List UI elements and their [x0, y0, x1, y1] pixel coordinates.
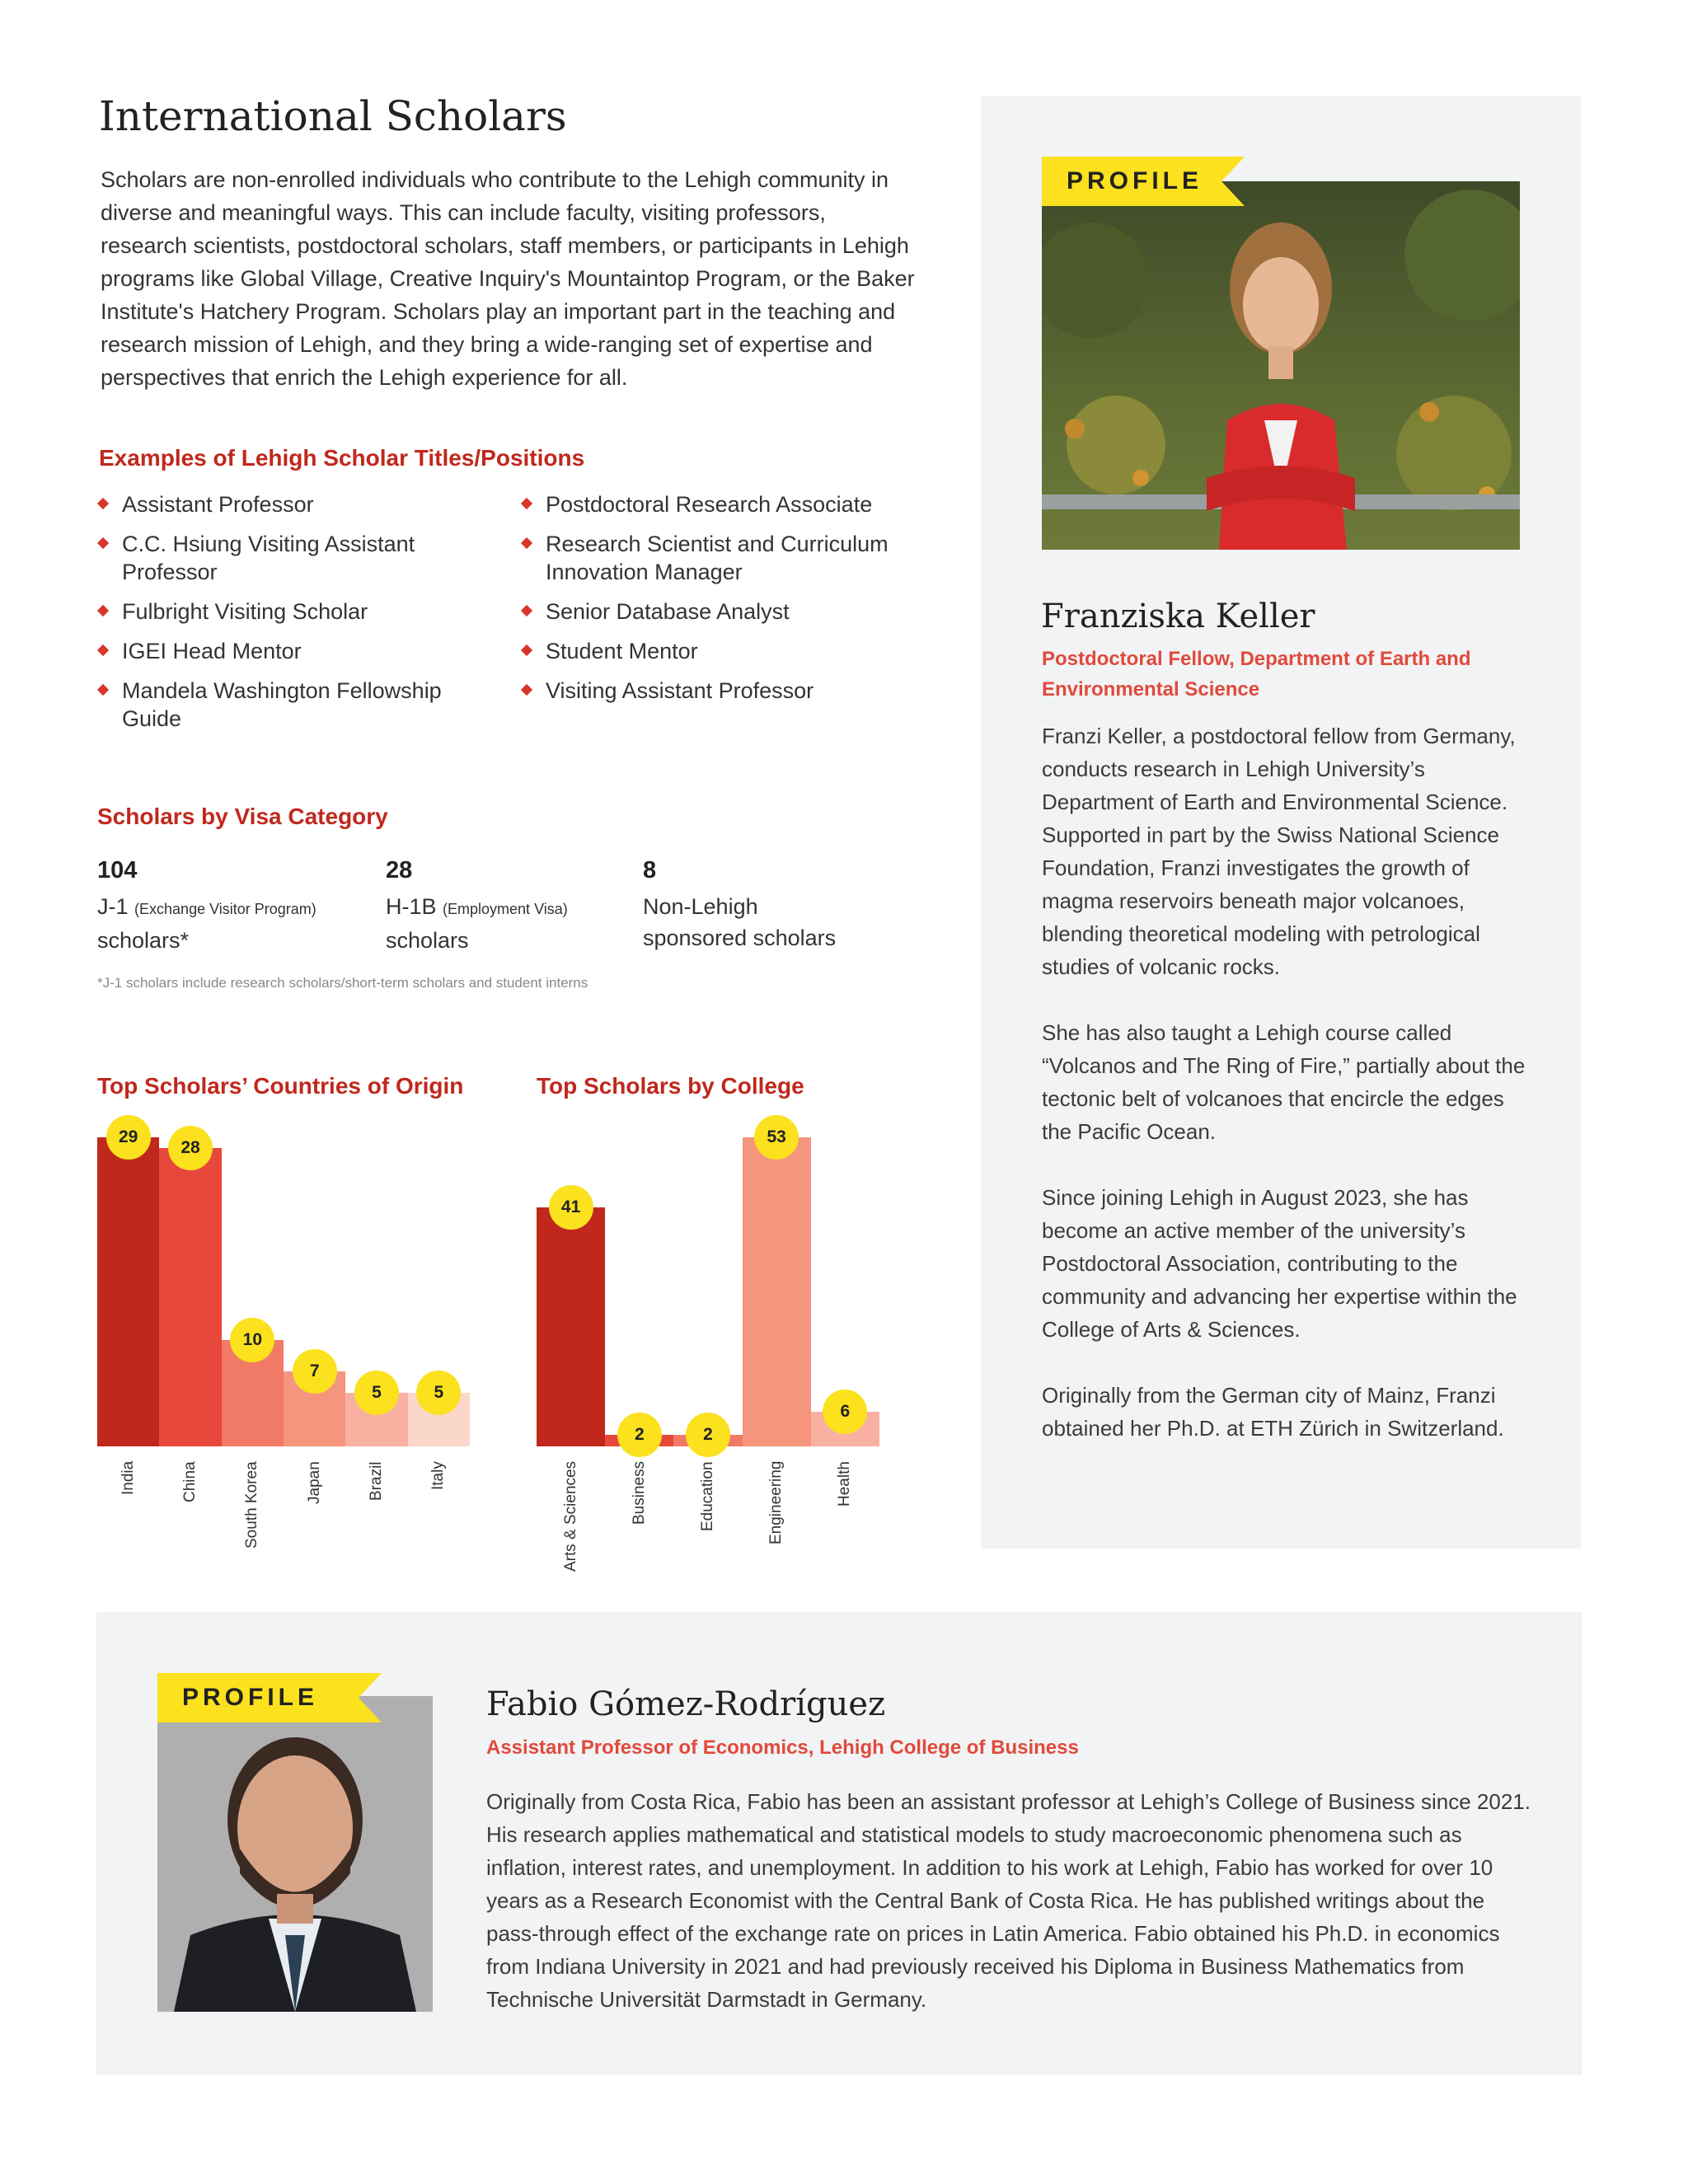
bio-paragraph: Since joining Lehigh in August 2023, she has become an active member of the university’s Postdoctoral Association, contributing to the community and advancing her expertise within the College of Arts & Sciences. [1042, 1185, 1517, 1342]
list-item: Fulbright Visiting Scholar [97, 598, 452, 626]
bar-china [159, 1148, 221, 1446]
visa-h1b-count: 28 [386, 857, 413, 883]
titles-heading: Examples of Lehigh Scholar Titles/Positions [99, 445, 585, 471]
chart-countries-title: Top Scholars’ Countries of Origin [97, 1073, 464, 1099]
tick-label: Italy [429, 1461, 448, 1490]
tick-label: Japan [305, 1461, 323, 1504]
data-label: 29 [106, 1115, 151, 1160]
titles-list-left [97, 490, 452, 744]
list-item: Senior Database Analyst [521, 598, 917, 626]
keller-bio [1042, 719, 1536, 1478]
profile-tag-keller: PROFILE [1042, 157, 1221, 206]
visa-j1-note: (Exchange Visitor Program) [134, 901, 316, 917]
keller-role: Postdoctoral Fellow, Department of Earth and Environmental Science [1042, 648, 1471, 701]
list-item: Research Scientist and Curriculum Innovation Manager [521, 530, 917, 586]
gomez-role: Assistant Professor of Economics, Lehigh College of Business [486, 1736, 1079, 1759]
chart-college-title: Top Scholars by College [537, 1073, 804, 1099]
titles-list-right [521, 490, 917, 716]
profile-tag-gomez: PROFILE [157, 1673, 359, 1722]
college-chart [537, 1121, 879, 1572]
data-label: 7 [293, 1349, 337, 1394]
visa-footnote: *J-1 scholars include research scholars/short-term scholars and student interns [97, 975, 588, 991]
visa-j1-count: 104 [97, 857, 138, 883]
tick-label: Engineering [767, 1460, 785, 1544]
countries-chart [97, 1121, 470, 1549]
visa-other-line2: sponsored scholars [643, 926, 837, 950]
list-item: Assistant Professor [97, 490, 452, 518]
intro-paragraph: Scholars are non-enrolled individuals who contribute to the Lehigh community in diverse and meaningful ways. This can include faculty, visiting professors, research scientists, postdoctoral scholars, staff members, or participants in Lehigh programs like Global Village, Creative Inquiry's Mountaintop Program, or the Baker Institute's Hatchery Program. Scholars play an important part in the teaching and research mission of Lehigh, and they bring a wide-ranging set of expertise and perspectives that enrich the Lehigh experience for all. [101, 167, 915, 390]
list-item: IGEI Head Mentor [97, 637, 452, 665]
visa-other [643, 857, 907, 954]
bar-india [97, 1137, 159, 1446]
list-item: Postdoctoral Research Associate [521, 490, 917, 518]
visa-h1b-note: (Employment Visa) [443, 901, 568, 917]
bio-paragraph: Franzi Keller, a postdoctoral fellow from Germany, conducts research in Lehigh University’s Department of Earth and Environmental Science. Supported in part by the Swiss National Science Foundation, Franzi investigates the growth of magma reservoirs beneath major volcanoes, blending theoretical modeling with petrological studies of volcanic rocks. [1042, 724, 1516, 979]
visa-h1b-label: H-1B [386, 894, 437, 919]
keller-name: Franziska Keller [1041, 598, 1315, 635]
visa-j1-label: J-1 [97, 894, 129, 919]
tick-label: South Korea [243, 1461, 261, 1549]
keller-photo [1042, 181, 1520, 550]
visa-heading: Scholars by Visa Category [97, 804, 388, 829]
gomez-bio: Originally from Costa Rica, Fabio has been an assistant professor at Lehigh’s College of Business since 2021. His research applies mathematical and statistical models to study macroeconomic phenomena such as inflation, interest rates, and unemployment. In addition to his work at Lehigh, Fabio has worked for over 10 years as a Research Economist with the Central Bank of Costa Rica. He has published writings about the pass-through effect of the exchange rate on prices in Latin America. Fabio obtained his Ph.D. in economics from Indiana University in 2021 and had previously received his Diploma in Business Mathematics from Technische Universität Darmstadt in Germany. [486, 1789, 1531, 2012]
list-item: Mandela Washington Fellowship Guide [97, 677, 452, 733]
visa-h1b [386, 857, 625, 956]
page-title: International Scholars [99, 92, 567, 140]
bar-engineering [743, 1137, 811, 1446]
data-label: 28 [168, 1126, 213, 1170]
visa-h1b-suffix: scholars [386, 928, 469, 953]
gomez-name: Fabio Gómez-Rodríguez [486, 1685, 886, 1723]
visa-other-count: 8 [643, 857, 657, 883]
list-item: Student Mentor [521, 637, 917, 665]
list-item: C.C. Hsiung Visiting Assistant Professor [97, 530, 452, 586]
tick-label: Arts & Sciences [561, 1460, 579, 1572]
list-item: Visiting Assistant Professor [521, 677, 917, 705]
bio-paragraph: She has also taught a Lehigh course called “Volcanos and The Ring of Fire,” partially about the tectonic belt of volcanoes that encircle the edges the Pacific Ocean. [1042, 1020, 1526, 1144]
data-label: 6 [823, 1390, 867, 1434]
data-label: 5 [416, 1371, 461, 1415]
data-label: 53 [754, 1115, 799, 1160]
data-label: 41 [549, 1185, 593, 1230]
bar-arts-sciences [537, 1207, 605, 1446]
tick-label: China [181, 1461, 199, 1502]
data-label: 5 [354, 1371, 399, 1415]
gomez-photo [157, 1696, 433, 2012]
tick-label: Business [630, 1460, 648, 1525]
data-label: 2 [686, 1413, 730, 1457]
tick-label: Education [699, 1461, 716, 1531]
visa-j1-suffix: scholars* [97, 928, 190, 953]
data-label: 2 [617, 1413, 662, 1457]
data-label: 10 [230, 1318, 274, 1362]
bio-paragraph: Originally from the German city of Mainz, Franzi obtained her Ph.D. at ETH Zürich in Switzerland. [1042, 1383, 1504, 1441]
tick-label: Brazil [368, 1461, 385, 1501]
visa-j1 [97, 857, 361, 956]
visa-other-line1: Non-Lehigh [643, 894, 758, 919]
tick-label: Health [836, 1461, 854, 1507]
tick-label: India [119, 1460, 137, 1495]
